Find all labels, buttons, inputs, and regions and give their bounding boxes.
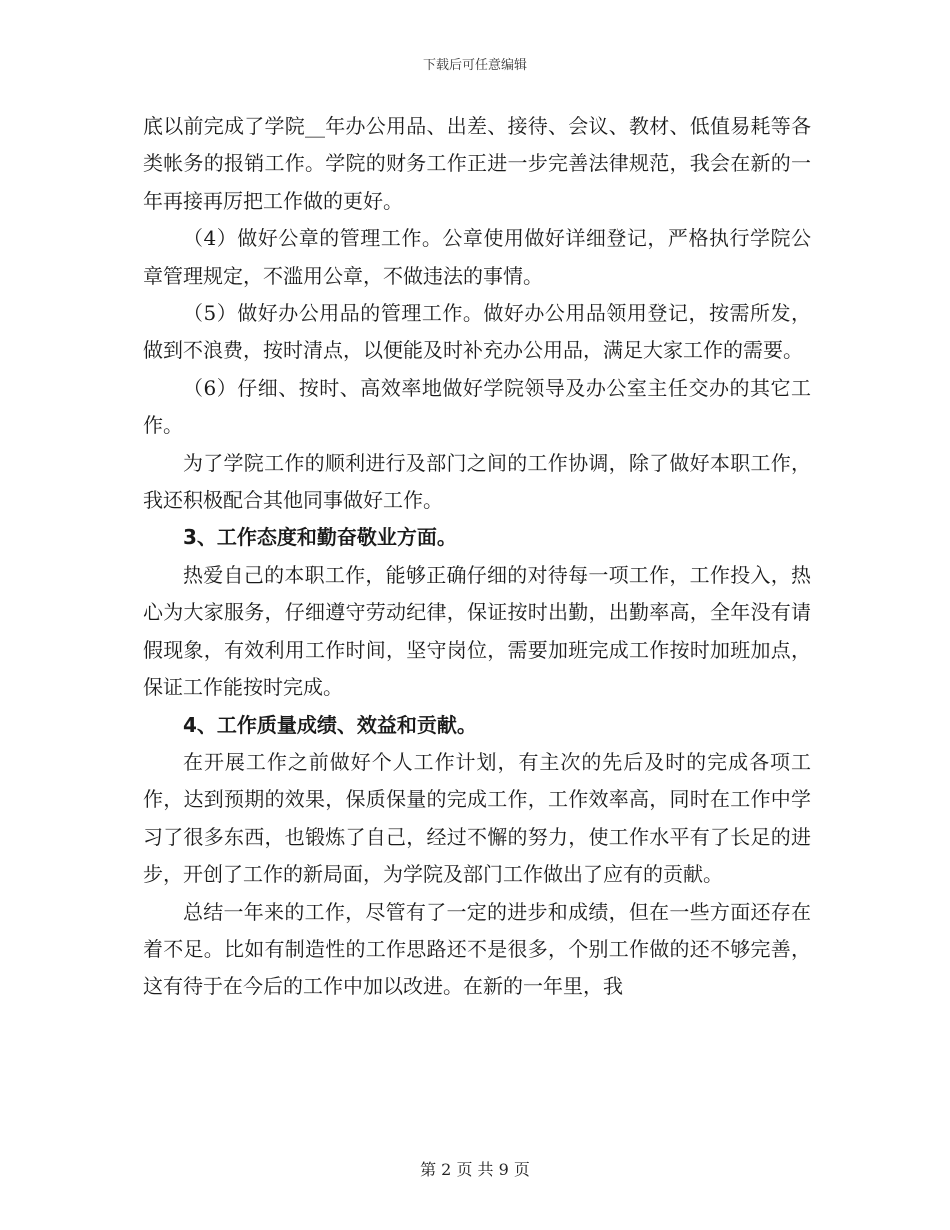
paragraph-item-4: （4）做好公章的管理工作。公章使用做好详细登记，严格执行学院公章管理规定，不滥用公章，不做违法的事情。 — [143, 226, 811, 288]
page-number: 第 2 页 共 9 页 — [420, 1160, 530, 1179]
paragraph-attitude: 热爱自己的本职工作，能够正确仔细的对待每一项工作，工作投入，热心为大家服务，仔细遵守劳动纪律，保证按时出勤，出勤率高，全年没有请假现象，有效利用工作时间，坚守岗位，需要加班完成工作按时加班加点，保证工作能按时完成。 — [143, 562, 811, 700]
paragraph-item-5: （5）做好办公用品的管理工作。做好办公用品领用登记，按需所发，做到不浪费，按时清点，以便能及时补充办公用品，满足大家工作的需要。 — [143, 301, 811, 363]
paragraph-continuation: 底以前完成了学院__年办公用品、出差、接待、会议、教材、低值易耗等各类帐务的报销工作。学院的财务工作正进一步完善法律规范，我会在新的一年再接再厉把工作做的更好。 — [143, 114, 811, 213]
page-header: 下载后可任意编辑 — [422, 58, 527, 73]
paragraph-cooperation: 为了学院工作的顺利进行及部门之间的工作协调，除了做好本职工作，我还积极配合其他同事做好工作。 — [143, 450, 811, 513]
document-body — [143, 108, 811, 1006]
paragraph-item-6: （6）仔细、按时、高效率地做好学院领导及办公室主任交办的其它工作。 — [143, 375, 811, 438]
section-heading-3: 3、工作态度和勤奋敬业方面。 — [183, 525, 457, 550]
paragraph-summary: 总结一年来的工作，尽管有了一定的进步和成绩，但在一些方面还存在着不足。比如有制造性的工作思路还不是很多，个别工作做的还不够完善，这有待于在今后的工作中加以改进。在新的一年里，我 — [143, 899, 811, 999]
section-heading-4: 4、工作质量成绩、效益和贡献。 — [183, 712, 477, 737]
paragraph-quality: 在开展工作之前做好个人工作计划，有主次的先后及时的完成各项工作，达到预期的效果，保质保量的完成工作，工作效率高，同时在工作中学习了很多东西，也锻炼了自己，经过不懈的努力，使工作水平有了长足的进步，开创了工作的新局面，为学院及部门工作做出了应有的贡献。 — [143, 749, 811, 887]
